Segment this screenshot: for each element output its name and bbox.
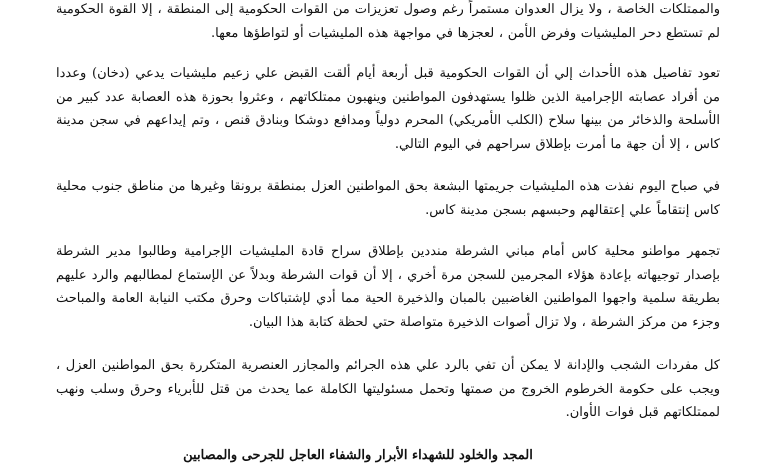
paragraph-5: كل مفردات الشجب والإدانة لا يمكن أن تفي بالرد علي هذه الجرائم والمجازر العنصرية المتكررة بحق المواطنين العزل ، ويجب على حكومة الخرطوم الخروج من صمتها وتحمل مسئوليتها الكاملة عما يحدث من قتل للأبرياء وحرق وسلب ونهب لممتلكاتهم قبل فوات الأوان.	[56, 358, 720, 420]
paragraph-1: والممتلكات الخاصة ، ولا يزال العدوان مستمراً رغم وصول تعزيزات من القوات الحكومية إلى المنطقة ، إلا القوة الحكومية لم تستطع دحر المليشيات وفرض الأمن ، لعجزها في مواجهة هذه المليشيات أو لتواطؤها معها.	[56, 2, 720, 41]
paragraph-3: في صباح اليوم نفذت هذه المليشيات جريمتها البشعة بحق المواطنين العزل بمنطقة برونقا وغيرها من مناطق جنوب محلية كاس إنتقاماً علي إعتقالهم وحبسهم بسجن مدينة كاس.	[56, 179, 720, 218]
paragraph-2: تعود تفاصيل هذه الأحداث إلي أن القوات الحكومية قبل أربعة أيام ألقت القبض علي زعيم مليشيات يدعي (دخان) وعددا من أفراد عصابته الإجرامية الذين ظلوا يستهدفون المواطنين وينهبون ممتلكاتهم ، وعثروا بحوزة هذه العصابة عدد كبير من الأسلحة والذخائر من بينها سلاح (الكلب الأمريكي) المحرم دولياً ومدافع دوشكا وبنادق قنص ، وتم إيداعهم في سجن مدينة كاس ، إلا أن جهة ما أمرت بإطلاق سراحهم في اليوم التالي.	[56, 66, 720, 152]
document-body	[56, 0, 720, 467]
closing-line: المجد والخلود للشهداء الأبرار والشفاء العاجل للجرحى والمصابين	[183, 447, 533, 463]
paragraph-4: تجمهر مواطنو محلية كاس أمام مباني الشرطة منددين بإطلاق سراح قادة المليشيات الإجرامية وطالبوا مدير الشرطة بإصدار توجيهاته بإعادة هؤلاء المجرمين للسجن مرة أخري ، إلا أن قوات الشرطة وبدلاً عن الإستماع لمطالبهم والرد عليهم بطريقة سلمية واجهوا المواطنين الغاضبين بالمبان والذخيرة الحية مما أدي لإشتباكات وحرق مكتب النيابة العامة والمباحث وجزء من مركز الشرطة ، ولا تزال أصوات الذخيرة متواصلة حتي لحظة كتابة هذا البيان.	[56, 244, 720, 330]
